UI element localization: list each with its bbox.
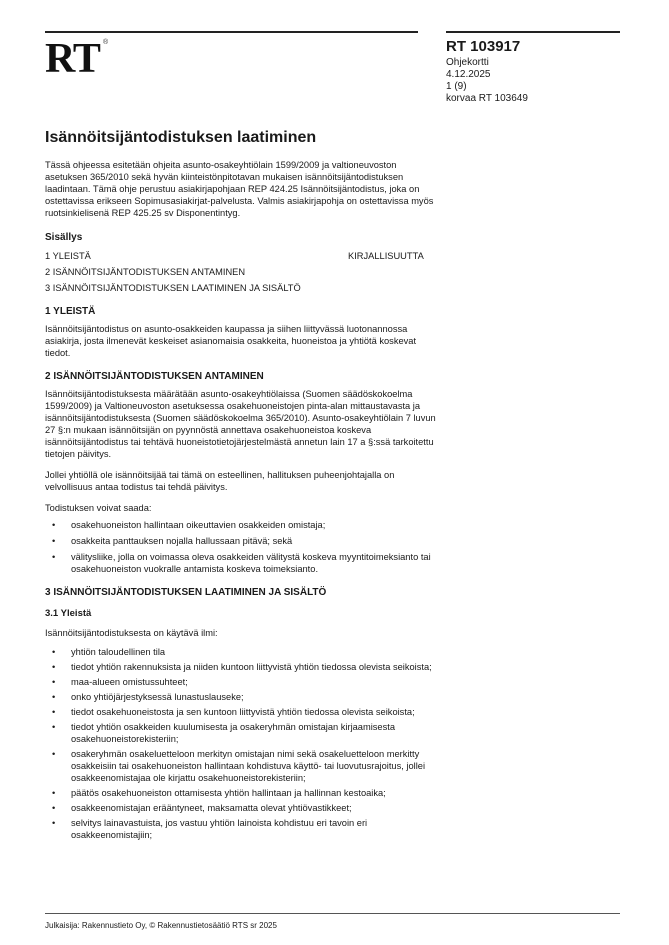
document-date: 4.12.2025: [446, 69, 491, 80]
list-item-text: tiedot osakehuoneistosta ja sen kuntoon liittyvistä yhtiön tiedossa olevista seikoista;: [71, 707, 415, 717]
list-item: [45, 519, 440, 531]
list-item-text: osakkeita panttauksen nojalla hallussaan pitävä; sekä: [71, 536, 293, 546]
list-item-text: yhtiön taloudellinen tila: [71, 647, 166, 657]
page-count: 1 (9): [446, 81, 467, 92]
list-item-text: maa-alueen omistussuhteet;: [71, 677, 188, 687]
list-item: [45, 691, 440, 703]
list-item: [45, 706, 440, 718]
list-item: [45, 748, 440, 784]
section-1-heading: 1 YLEISTÄ: [45, 306, 96, 317]
list-item-text: tiedot yhtiön rakennuksista ja niiden kuntoon liittyvistä yhtiön tiedossa olevista seikoista;: [71, 662, 432, 672]
rt-logo: [45, 36, 109, 82]
header-rule-left: [45, 31, 418, 33]
bullet-icon: •: [52, 803, 56, 813]
list-item: [45, 535, 440, 547]
page-title: Isännöitsijäntodistuksen laatiminen: [45, 129, 317, 146]
toc-item-label: 1 YLEISTÄ: [45, 251, 91, 261]
section-2-paragraph: Todistuksen voivat saada:: [45, 503, 152, 513]
document-code: RT 103917: [446, 38, 521, 55]
section-3-lead: Isännöitsijäntodistuksesta on käytävä ilmi:: [45, 628, 218, 638]
list-item-text: tiedot yhtiön osakkeiden kuulumisesta ja osakeryhmän omistajan kirjaamisesta osakehuoneistorekisteriin;: [71, 722, 396, 744]
list-item: [45, 802, 440, 814]
bullet-icon: •: [52, 818, 56, 828]
bullet-icon: •: [52, 749, 56, 759]
list-item: [45, 721, 440, 745]
section-2-paragraph: Jollei yhtiöllä ole isännöitsijää tai tämä on esteellinen, hallituksen puheenjohtajalla on velvollisuus antaa todistus tai tehdä päivitys.: [45, 470, 395, 492]
list-item-text: päätös osakehuoneiston ottamisesta yhtiön hallintaan ja hallinnan kestoaika;: [71, 788, 386, 798]
document-body: [45, 159, 440, 850]
section-2-paragraph: Isännöitsijäntodistuksesta määrätään asunto-osakeyhtiölaissa (Suomen säädöskokoelma 1599/2009) ja Valtioneuvoston asetuksessa osakehuoneistojen pinta-alan mittaustavasta ja isännöitsijäntodistuksesta (Suomen säädöskokoelma 365/2010). Asunto-osakeyhtiölain 7 luvun 27 §:n mukaan isännöitsijän on pyynnöstä annettava osakehuoneistoa koskeva isännöitsijäntodistus tai tehtävä huoneistotietojärjestelmästä annetun lain 17 a §:ssä tarkoitettu tietojen päivitys.: [45, 389, 436, 459]
bullet-icon: •: [52, 662, 56, 672]
toc-item[interactable]: [45, 266, 440, 282]
replaces-note: korvaa RT 103649: [446, 93, 528, 104]
section-1-text: Isännöitsijäntodistus on asunto-osakkeiden kaupassa ja siihen liittyvässä luotonannossa asiakirja, josta ilmenevät keskeiset asianomaisia osakkeita, huoneistoa ja yhtiötä koskevat tiedot.: [45, 324, 417, 358]
header-rule-right: [446, 31, 620, 33]
logo-text: RT: [45, 36, 100, 82]
bullet-icon: •: [52, 520, 56, 530]
subsection-3-1-heading: 3.1 Yleistä: [45, 608, 92, 619]
footer-rule: [45, 913, 620, 914]
list-item: [45, 551, 440, 575]
toc-item-label: 3 ISÄNNÖITSIJÄNTODISTUKSEN LAATIMINEN JA SISÄLTÖ: [45, 283, 301, 293]
toc-item-right[interactable]: KIRJALLISUUTTA: [348, 251, 424, 261]
table-of-contents: [45, 250, 440, 298]
intro-paragraph: Tässä ohjeessa esitetään ohjeita asunto-osakeyhtiölain 1599/2009 ja valtioneuvoston asetuksen 365/2010 sekä hyvän kiinteistönpitotavan mukaisen isännöitsijäntodistuksen laadintaan. Tämä ohje perustuu asiakirjapohjaan REP 424.25 Isännöitsijäntodistus, joka on ostettavissa erikseen Sopimusasiakirjat-palvelusta. Valmis asiakirjapohja on ostettavissa myös ruotsinkielisenä REP 425.25 sv Disponentintyg.: [45, 160, 434, 218]
list-item: [45, 817, 440, 841]
list-item: [45, 661, 440, 673]
document-meta: [446, 38, 528, 105]
bullet-icon: •: [52, 788, 56, 798]
list-item: [45, 676, 440, 688]
list-item-text: selvitys lainavastuista, jos vastuu yhtiön lainoista kohdistuu eri tavoin eri osakkeenomistajiin;: [71, 818, 368, 840]
publisher-footer: Julkaisija: Rakennustieto Oy, © Rakennustietosäätiö RTS sr 2025: [45, 921, 277, 930]
list-item: [45, 646, 440, 658]
section-3-heading: 3 ISÄNNÖITSIJÄNTODISTUKSEN LAATIMINEN JA SISÄLTÖ: [45, 587, 327, 598]
bullet-icon: •: [52, 722, 56, 732]
list-item-text: osakkeenomistajan erääntyneet, maksamatta olevat yhtiövastikkeet;: [71, 803, 352, 813]
list-item-text: välitysliike, jolla on voimassa oleva osakkeiden välitystä koskeva myyntitoimeksianto tai osakehuoneiston vuokralle antamista koskeva toimeksianto.: [71, 552, 431, 574]
bullet-icon: •: [52, 677, 56, 687]
toc-item[interactable]: [45, 250, 440, 266]
list-item-text: osakeryhmän osakeluetteloon merkityn omistajan nimi sekä osakeluetteloon merkitty osakkeisiin tai osakehuoneiston hallintaan kohdistuva käyttö- tai luovutusrajoitus, jollei osakkeenomistajaa ole kirjattu osakehuoneistorekisteriin;: [71, 749, 426, 783]
toc-item-label: 2 ISÄNNÖITSIJÄNTODISTUKSEN ANTAMINEN: [45, 267, 246, 277]
registered-mark: ®: [103, 39, 109, 46]
toc-heading: Sisällys: [45, 232, 83, 243]
bullet-icon: •: [52, 536, 56, 546]
bullet-icon: •: [52, 647, 56, 657]
document-type: Ohjekortti: [446, 57, 489, 68]
list-item-text: osakehuoneiston hallintaan oikeuttavien osakkeiden omistaja;: [71, 520, 326, 530]
list-item-text: onko yhtiöjärjestyksessä lunastuslauseke;: [71, 692, 244, 702]
toc-item[interactable]: [45, 282, 440, 298]
list-item: [45, 787, 440, 799]
certificate-contents-list: [45, 646, 440, 841]
recipients-list: [45, 519, 440, 575]
bullet-icon: •: [52, 552, 56, 562]
section-2-heading: 2 ISÄNNÖITSIJÄNTODISTUKSEN ANTAMINEN: [45, 371, 264, 382]
bullet-icon: •: [52, 707, 56, 717]
bullet-icon: •: [52, 692, 56, 702]
